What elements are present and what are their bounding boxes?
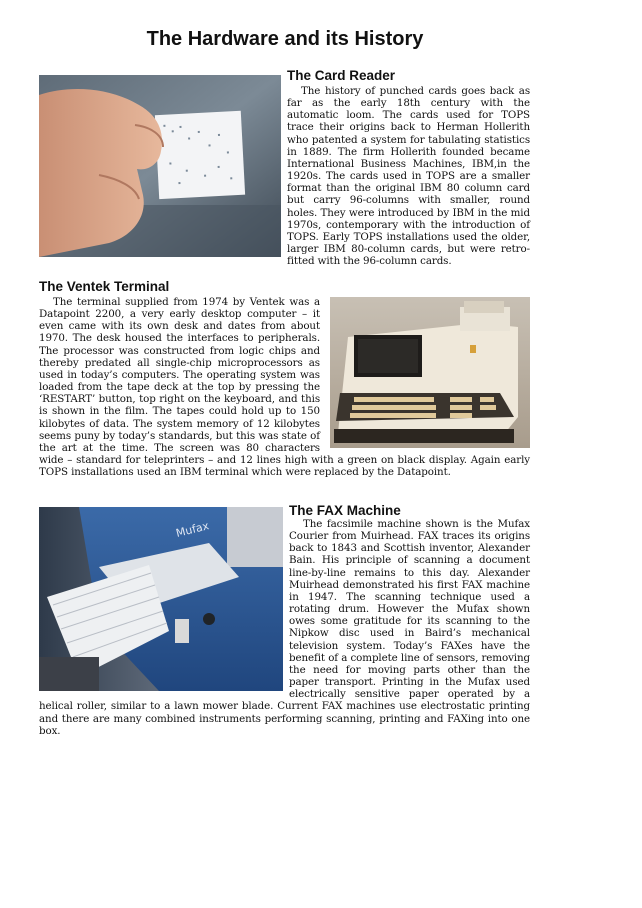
svg-text:Mufax: Mufax <box>174 519 211 540</box>
ventek-heading: The Ventek Terminal <box>39 279 170 294</box>
ventek-text: The terminal supplied from 1974 by Ventek was a Datapoint 2200, a very early desktop computer – it even came with its own desk and dates from about 1970. The desk housed the interfaces to peripherals. The processor was constructed from logic chips and thereby predated all single-chip microprocessors as used in today’s computers. The operating system was loaded from the tape deck at the top by pressing the ‘RESTART’ button, top right on the keyboard, and this is shown in the film. The tapes could hold up to 150 kilobytes of data. The system memory of 12 kilobytes seems puny by today’s standards, but this was state of the art at the time. The screen was 80 characters wide – standard for teleprinters – and 12 lines high with a green on black display. Again early TOPS installations used an IBM terminal which were replaced by the Datapoint. <box>39 296 530 479</box>
datapoint-terminal-photo <box>330 297 530 448</box>
datapoint-terminal-photo-image <box>330 297 530 448</box>
page-title: The Hardware and its History <box>146 28 424 50</box>
section-ventek-terminal <box>39 279 530 478</box>
fax-machine-photo <box>39 507 283 691</box>
section-fax-machine <box>39 503 530 737</box>
card-reader-heading: The Card Reader <box>287 68 396 83</box>
punched-card-photo <box>39 75 281 257</box>
fax-machine-photo-image <box>39 507 283 691</box>
fax-heading: The FAX Machine <box>289 503 401 518</box>
card-reader-text: The history of punched cards goes back as far as the early 18th century with the automatic loom. The cards used for TOPS trace their origins back to Herman Hollerith who patented a system for tabulating statistics in 1889. The firm Hollerith founded became International Business Machines, IBM,in the 1920s. The cards used in TOPS are a smaller format than the original IBM 80 column card but carry 96-columns with smaller, round holes. They were introduced by IBM in the mid 1970s, contemporary with the introduction of TOPS. Early TOPS installations used the older, larger IBM 80-column cards, but were retro-fitted with the 96-column cards. <box>287 85 530 268</box>
punched-card-photo-image <box>39 75 281 257</box>
fax-text: The facsimile machine shown is the Mufax Courier from Muirhead. FAX traces its origins back to 1843 and Scottish inventor, Alexander Bain. His principle of scanning a document line-by-line remains to this day. Alexander Muirhead demonstrated his first FAX machine in 1947. The scanning technique used a rotating drum. However the Mufax shown owes some gratitude for its scanning to the Nipkow disc used in Baird’s mechanical television system. Today’s FAXes have the benefit of a complete line of sensors, removing the need for moving parts other than the paper transport. Printing in the Mufax used electrically sensitive paper operated by a helical roller, similar to a lawn mower blade. Current FAX machines use electrostatic printing and there are many combined instruments performing scanning, printing and FAXing into one box. <box>39 518 530 737</box>
